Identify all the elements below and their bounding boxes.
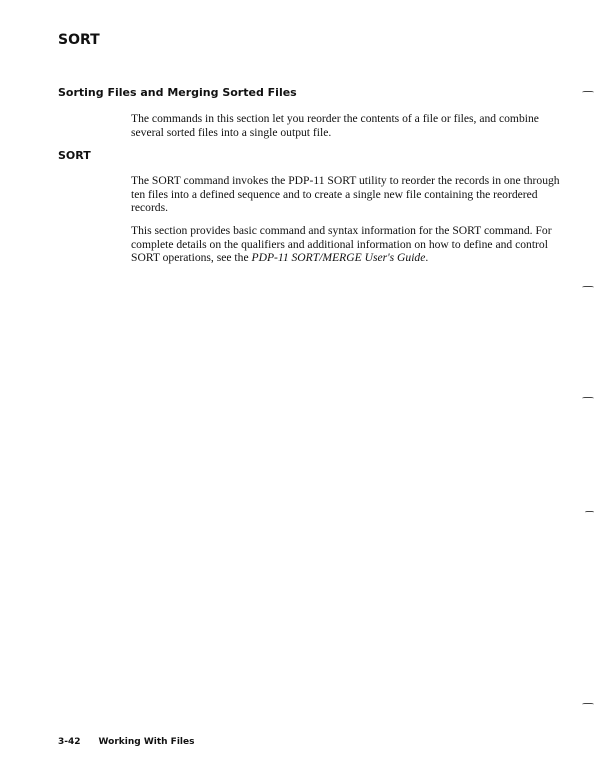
chapter-title: Working With Files: [98, 737, 195, 747]
margin-mark: [585, 511, 594, 514]
page-heading: SORT: [58, 32, 100, 48]
margin-mark: [582, 286, 594, 289]
reference-text-after: .: [425, 251, 429, 265]
margin-mark: [582, 703, 594, 706]
sort-description-paragraph: The SORT command invokes the PDP-11 SORT utility to reorder the records in one through ten files into a defined sequence and to create a single new file containing the reordered records.: [131, 174, 560, 215]
margin-mark: [582, 397, 594, 400]
page-number: 3-42: [58, 737, 81, 747]
page-footer: [58, 737, 194, 747]
subsection-heading: SORT: [58, 149, 91, 162]
intro-paragraph: The commands in this section let you reorder the contents of a file or files, and combine several sorted files into a single output file.: [131, 112, 539, 139]
section-heading: Sorting Files and Merging Sorted Files: [58, 86, 297, 99]
margin-mark: [582, 91, 594, 94]
sort-reference-paragraph: [131, 224, 571, 265]
reference-text-before: This section provides basic command and syntax information for the SORT command. For complete details on the qualifiers and additional information on how to define and control SORT operations, see the: [131, 224, 552, 265]
guide-title: PDP-11 SORT/MERGE User's Guide: [251, 251, 426, 265]
